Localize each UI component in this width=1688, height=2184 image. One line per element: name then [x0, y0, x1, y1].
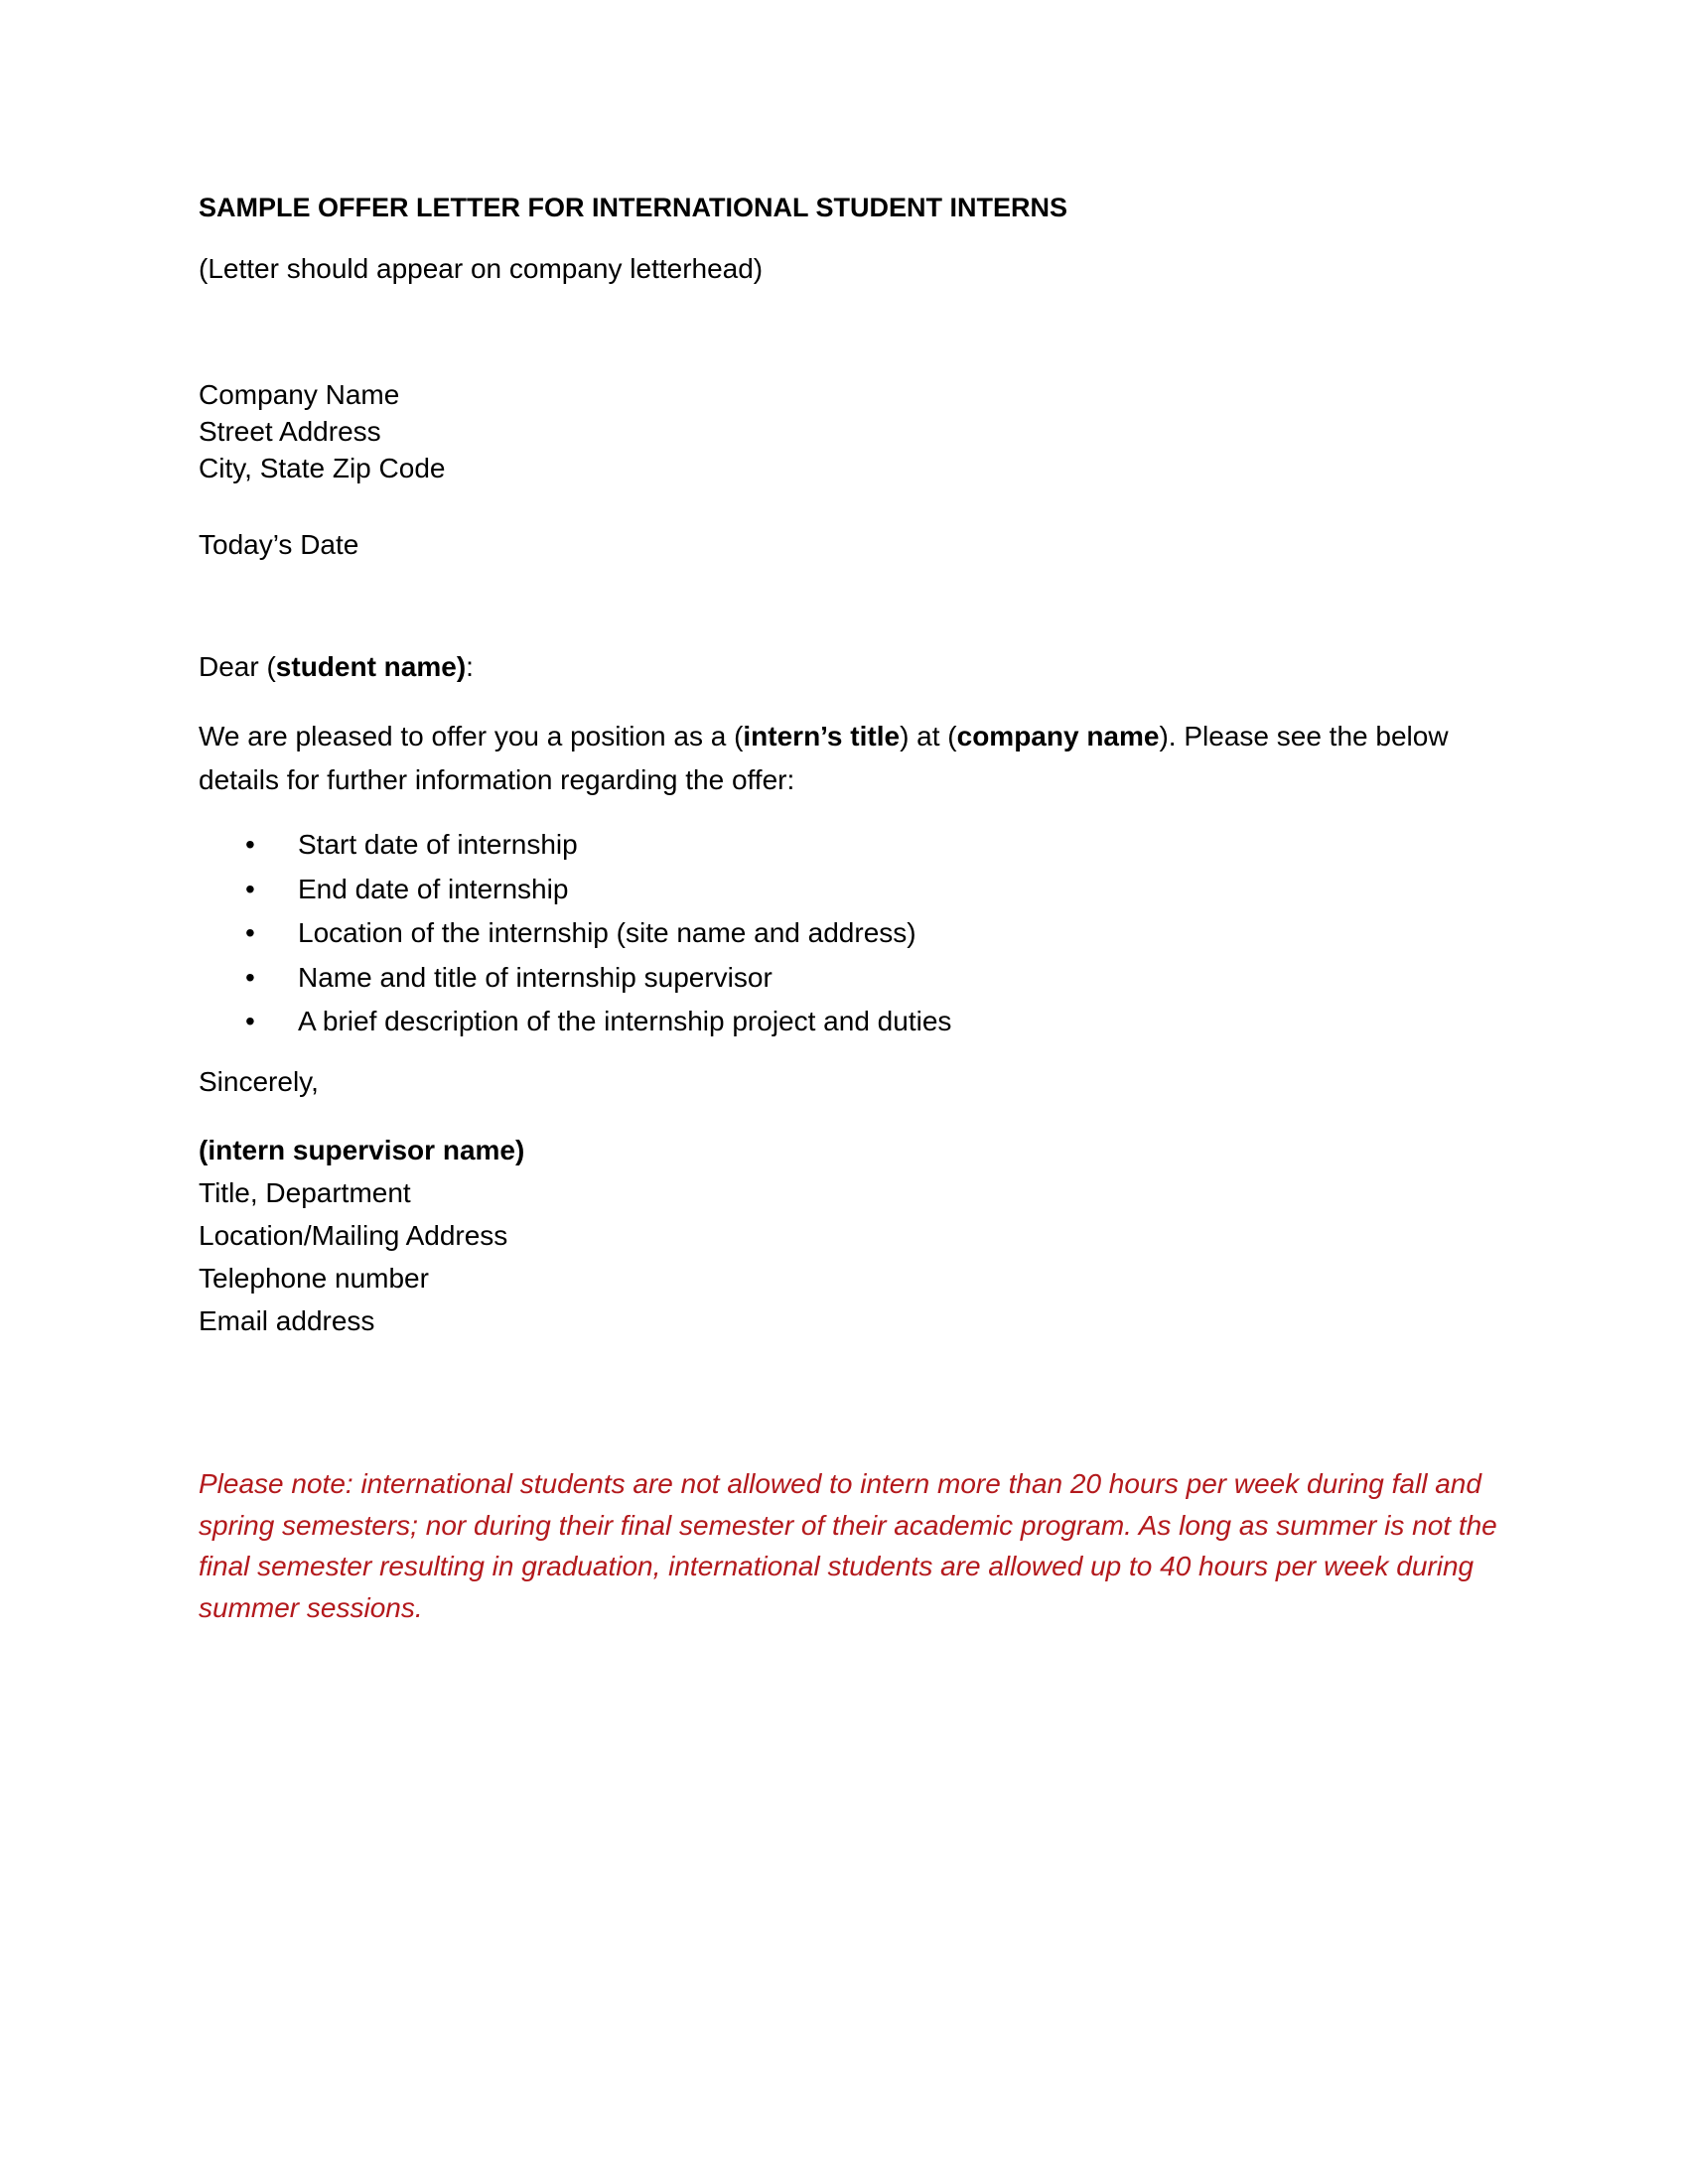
- signature-block: [199, 1129, 524, 1342]
- intro-text-1: We are pleased to offer you a position as a (: [199, 721, 744, 751]
- salutation-student-name: student name): [275, 651, 467, 682]
- intro-company-name: company name: [956, 721, 1160, 751]
- supervisor-telephone: Telephone number: [199, 1263, 429, 1294]
- letter-date: Today’s Date: [199, 529, 359, 560]
- list-item-text: Name and title of internship supervisor: [298, 961, 773, 993]
- salutation: [199, 650, 474, 684]
- bullet-icon: •: [245, 1006, 255, 1036]
- list-item: [199, 956, 951, 1001]
- list-item-text: A brief description of the internship project and duties: [298, 1006, 952, 1036]
- supervisor-location: Location/Mailing Address: [199, 1220, 508, 1251]
- salutation-suffix: :: [466, 651, 474, 682]
- city-state-zip: City, State Zip Code: [199, 453, 446, 483]
- supervisor-name: (intern supervisor name): [199, 1135, 525, 1165]
- letterhead-instruction: (Letter should appear on company letterhead): [199, 253, 764, 284]
- company-name: Company Name: [199, 379, 400, 410]
- intro-text-2: ) at (: [900, 721, 957, 751]
- list-item-text: Start date of internship: [298, 829, 578, 860]
- intro-text-3: ). Please see the below details for further information regarding the offer:: [199, 721, 1449, 795]
- supervisor-email: Email address: [199, 1305, 375, 1336]
- list-item: [199, 1000, 951, 1044]
- closing: Sincerely,: [199, 1066, 319, 1097]
- supervisor-title-department: Title, Department: [199, 1177, 411, 1208]
- list-item: [199, 868, 951, 912]
- intro-intern-title: intern’s title: [743, 721, 901, 751]
- list-item-text: End date of internship: [298, 873, 569, 904]
- page-title: SAMPLE OFFER LETTER FOR INTERNATIONAL STUDENT INTERNS: [199, 193, 1067, 222]
- intro-paragraph: [199, 715, 1489, 802]
- bullet-icon: •: [245, 873, 255, 904]
- offer-details-list: [199, 823, 951, 1044]
- bullet-icon: •: [245, 917, 255, 948]
- bullet-icon: •: [245, 829, 255, 860]
- street-address: Street Address: [199, 416, 381, 447]
- bullet-icon: •: [245, 961, 255, 993]
- salutation-prefix: Dear (: [199, 651, 276, 682]
- list-item: [199, 911, 951, 956]
- international-student-note: Please note: international students are not allowed to intern more than 20 hours per week during fall and spring semesters; nor during their final semester of their academic program. As long as summer is not the final semester resulting in graduation, international students are allowed up to 40 hours per week during summer sessions.: [199, 1468, 1497, 1623]
- list-item: [199, 823, 951, 868]
- company-address-block: [199, 376, 445, 486]
- list-item-text: Location of the internship (site name and address): [298, 917, 916, 948]
